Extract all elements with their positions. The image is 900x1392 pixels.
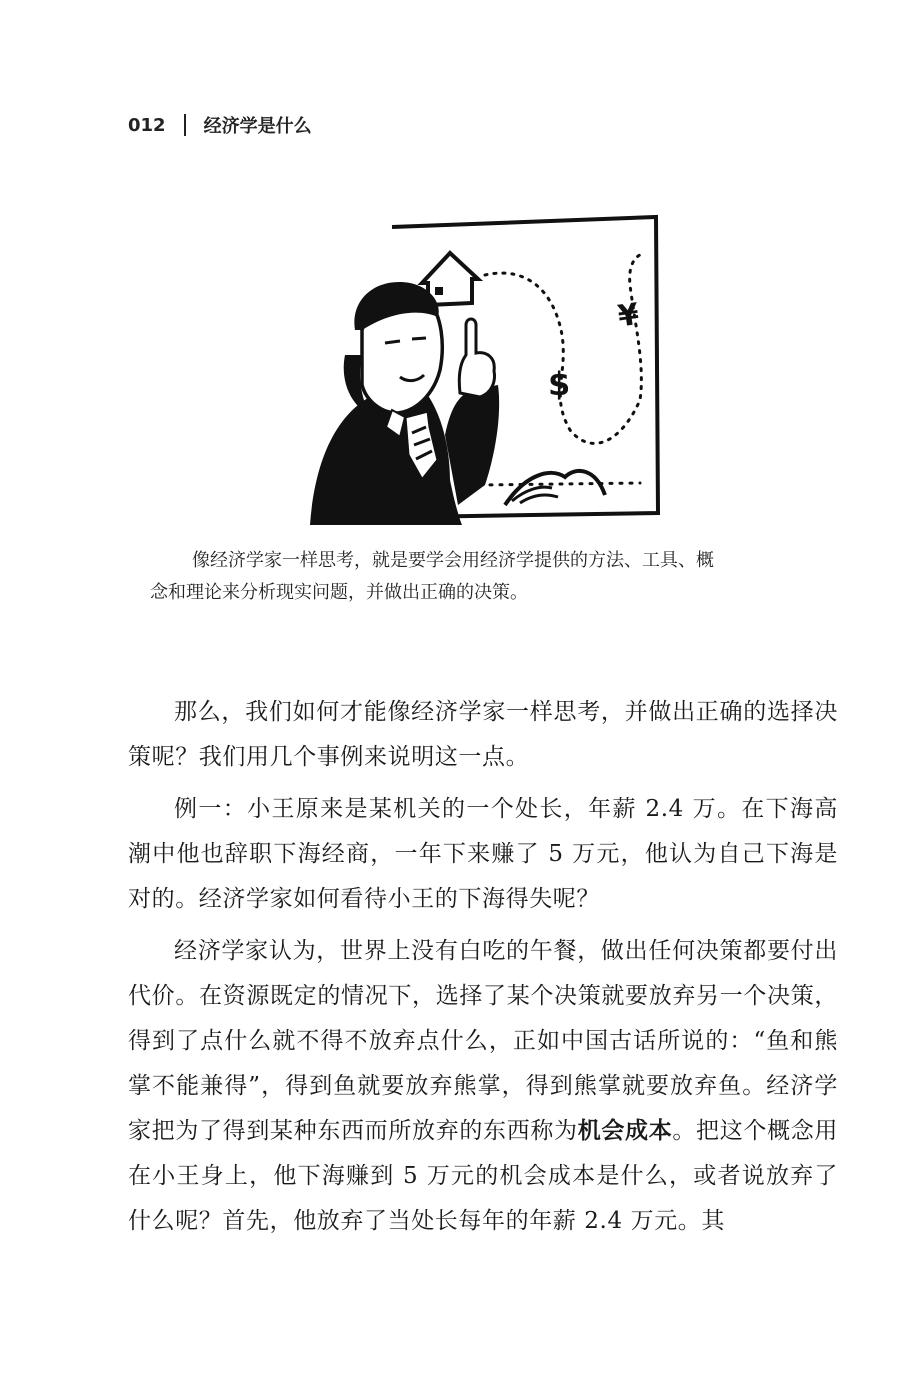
term-opportunity-cost: 机会成本 [577,1118,673,1144]
page-header [128,112,312,138]
paragraph-1: 那么，我们如何才能像经济学家一样思考，并做出正确的选择决策呢？我们用几个事例来说明这一点。 [128,699,838,770]
page-number: 012 [128,114,166,136]
paragraph-3-part-2: 。把这个概念用在小王身上，他下海赚到 5 万元的机会成本是什么，或者说放弃了什么呢？首先，他放弃了当处长每年的年薪 2.4 万元。其 [128,1118,839,1234]
paragraph-3-part-1: 经济学家认为，世界上没有白吃的午餐，做出任何决策都要付出代价。在资源既定的情况下，选择了某个决策就要放弃另一个决策，得到了点什么就不得不放弃点什么，正如中国古话所说的：“鱼和熊掌不能兼得”，得到鱼就要放弃熊掌，得到熊掌就要放弃鱼。经济学家把为了得到某种东西而所放弃的东西称为 [128,938,838,1144]
caption-line-2: 念和理论来分析现实问题，并做出正确的决策。 [150,582,528,603]
dollar-symbol: $ [548,365,571,403]
header-divider [184,114,186,136]
yen-symbol: ¥ [615,296,642,335]
economist-illustration [300,205,670,525]
body-text [128,690,838,1244]
paragraph-3 [128,929,838,1244]
caption-line-1: 像经济学家一样思考，就是要学会用经济学提供的方法、工具、概 [192,550,714,571]
figure-caption [150,545,810,609]
paragraph-2: 例一：小王原来是某机关的一个处长，年薪 2.4 万。在下海高潮中他也辞职下海经商，一年下来赚了 5 万元，他认为自己下海是对的。经济学家如何看待小王的下海得失呢？ [128,796,838,912]
book-title: 经济学是什么 [203,116,312,137]
